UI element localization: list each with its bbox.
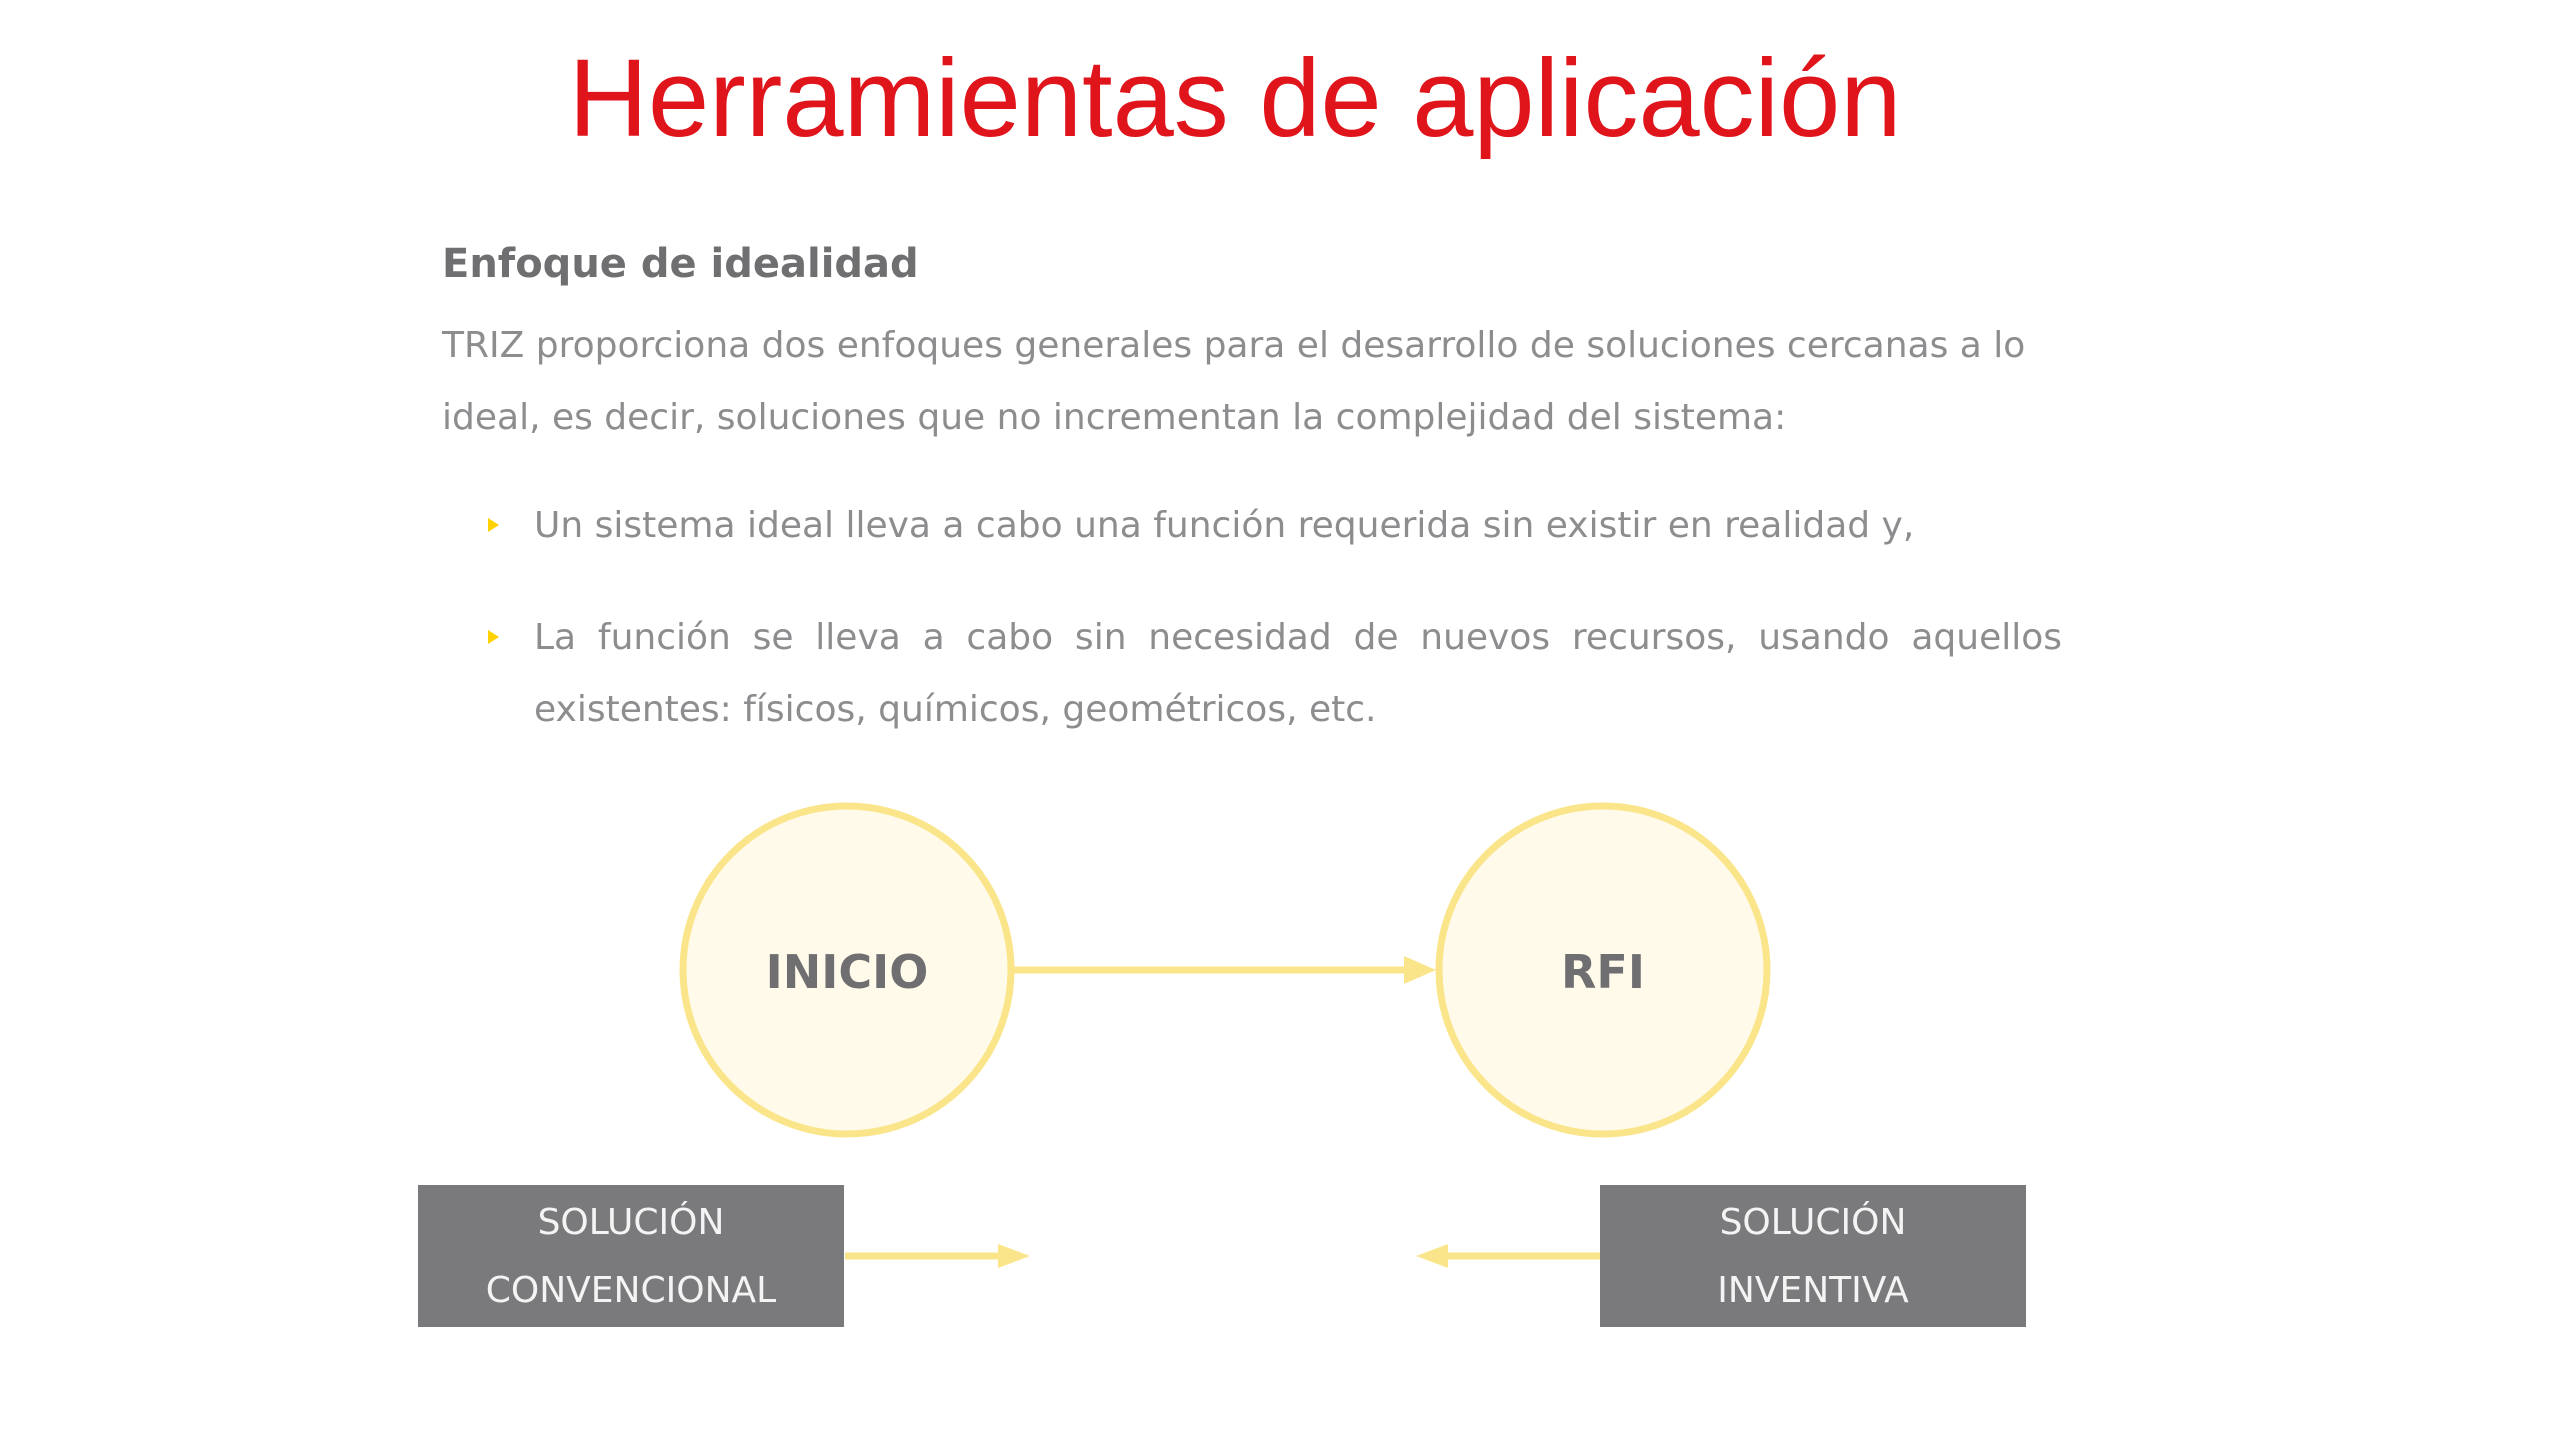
inventive-arrowhead-icon [1416, 1244, 1448, 1268]
connector-arrowhead-icon [1404, 956, 1436, 984]
box-label-line: SOLUCIÓN [537, 1202, 725, 1243]
box-label-line: CONVENCIONAL [485, 1270, 777, 1311]
bullet-text: Un sistema ideal lleva a cabo una función requerida sin existir en realidad y, [534, 505, 1915, 546]
conventional-arrowhead-icon [998, 1244, 1030, 1268]
conventional-solution-box [418, 1185, 844, 1327]
box-label-line: SOLUCIÓN [1719, 1202, 1907, 1243]
inventive-solution-box [1600, 1185, 2026, 1327]
box-label-line: INVENTIVA [1717, 1270, 1909, 1311]
start-node-label: INICIO [765, 945, 929, 999]
end-node-label: RFI [1561, 945, 1645, 999]
bullet-text: La función se lleva a cabo sin necesidad de nuevos recursos, usando aquellos existentes: físicos, químicos, geométricos, etc. [534, 617, 2062, 730]
intro-paragraph: TRIZ proporciona dos enfoques generales para el desarrollo de soluciones cercanas a lo ideal, es decir, soluciones que no incrementan la complejidad del sistema: [442, 325, 2026, 438]
slide-title: Herramientas de aplicación [568, 37, 1902, 160]
section-heading: Enfoque de idealidad [442, 241, 919, 287]
